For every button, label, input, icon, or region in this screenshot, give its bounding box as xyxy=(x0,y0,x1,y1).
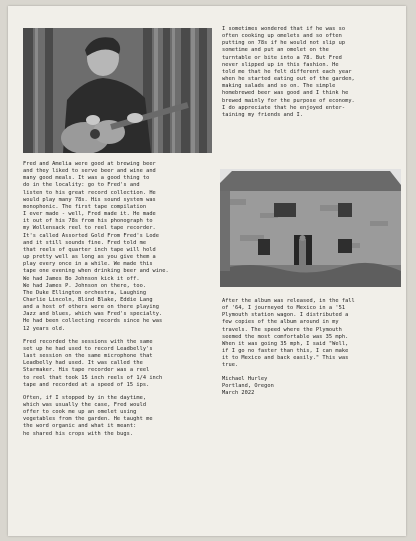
text-line: Fred and Amelia were good at brewing beer xyxy=(23,161,156,167)
text-line: never slipped up in this fashion. He xyxy=(222,61,339,68)
text-line: true. xyxy=(222,362,239,369)
text-line: Leadbelly had used. It was called the xyxy=(23,360,143,367)
text-line: if I go no faster than this, I can make xyxy=(222,348,349,355)
text-line: it out of his 78s from his phonograph to xyxy=(23,218,153,225)
signature-date: March 2022 xyxy=(222,389,255,396)
text-line: It's called Assorted Gold From Fred's Lode xyxy=(23,232,160,239)
text-line: homebrewed beer was good and I think he xyxy=(222,90,349,97)
photo-stone-house xyxy=(220,169,401,287)
text-line: Fred recorded the sessions with the same xyxy=(23,338,153,345)
text-line: listen to his great record collection. He xyxy=(23,189,156,196)
text-line: set up he had used to record Leadbelly's xyxy=(23,345,153,352)
paragraph-mexico-trip xyxy=(222,298,402,370)
text-line: We had James P. Johnson on there, too. xyxy=(23,282,147,289)
text-line: up pretty well as long as you give them a xyxy=(23,254,156,261)
text-line: Often, if I stopped by in the daytime, xyxy=(23,394,147,401)
text-line: taining my friends and I. xyxy=(222,111,303,118)
text-line: After the album was released, in the fall xyxy=(222,298,355,304)
text-line: seemed the most comfortable was 35 mph. xyxy=(222,333,349,340)
text-line: last session on the same microphone that xyxy=(23,353,153,360)
text-line: When it was going 35 mph, I said "Well, xyxy=(222,340,349,347)
text-line: told me that he felt different each year xyxy=(222,68,352,75)
signature-block xyxy=(222,376,402,397)
text-line: making salads and so on. The simple xyxy=(222,83,336,90)
liner-notes-page xyxy=(8,6,406,536)
text-line: He had been collecting records since he was xyxy=(23,318,163,325)
text-line: do in the locality: go to Fred's and xyxy=(23,182,140,189)
text-line: and they liked to serve beer and wine and xyxy=(23,168,156,175)
paragraph-recording-setup xyxy=(23,339,213,389)
text-line: when he started eating out of the garden, xyxy=(222,76,355,83)
text-line: travels. The speed where the Plymouth xyxy=(222,326,342,333)
text-line: would play many 78s. His sound system was xyxy=(23,196,156,203)
text-line: which was usually the case, Fred would xyxy=(23,402,147,408)
text-line: to reel that took 15 inch reels of 1/4 inch xyxy=(23,374,163,381)
left-column-text xyxy=(23,161,213,438)
text-line: tape and recorded at a speed of 15 ips. xyxy=(23,381,150,388)
paragraph-omelets-78s xyxy=(222,26,402,119)
right-column-bottom-text xyxy=(222,298,402,397)
text-line: sometime and put an omelet on the xyxy=(222,47,329,54)
text-line: I sometimes wondered that if he was so xyxy=(222,26,346,32)
text-line: Charlie Lincoln, Blind Blake, Eddie Lang xyxy=(23,296,153,303)
text-line: putting on 78s if he would not slip up xyxy=(222,40,346,47)
text-line: Plymouth station wagon. I distributed a xyxy=(222,312,349,319)
photo-man-with-guitar xyxy=(23,28,212,153)
text-line: vegetables from the garden. He taught me xyxy=(23,416,153,423)
text-line: he shared his crops with the bugs. xyxy=(23,430,134,437)
text-line: I do appreciate that he enjoyed enter- xyxy=(222,104,346,111)
right-column-top-text xyxy=(222,26,402,119)
text-line: that reels of quarter inch tape will hold xyxy=(23,246,156,253)
text-line: of '64, I journeyed to Mexico in a '51 xyxy=(222,305,346,312)
text-line: and it still sounds fine. Fred told me xyxy=(23,239,147,246)
text-line: brewed mainly for the purpose of economy. xyxy=(222,97,355,104)
text-line: it to Mexico and back easily." This was xyxy=(222,355,349,362)
text-line: turntable or bite into a 78. But Fred xyxy=(222,54,342,61)
text-line: few copies of the album around in my xyxy=(222,319,339,326)
text-line: tape one evening when drinking beer and wine. xyxy=(23,268,169,275)
paragraph-fred-and-amelia xyxy=(23,161,213,333)
signature-name: Michael Hurley xyxy=(222,375,268,382)
text-line: 12 years old. xyxy=(23,325,66,332)
text-line: Starmaker. His tape recorder was a reel xyxy=(23,367,150,374)
text-line: offer to cook me up an omelet using xyxy=(23,409,137,416)
text-line: The Duke Ellington orchestra, Laughing xyxy=(23,289,147,296)
text-line: monophonic. The first tape compilation xyxy=(23,203,147,210)
paragraph-omelet-garden xyxy=(23,395,213,438)
text-line: often cooking up omelets and so often xyxy=(222,33,342,40)
text-line: Jazz and blues, which was Fred's specialty. xyxy=(23,311,163,318)
text-line: my Wollensack reel to reel tape recorder. xyxy=(23,225,156,232)
signature-location: Portland, Oregon xyxy=(222,382,274,389)
text-line: We had James Bo Johnson kick it off. xyxy=(23,275,140,282)
text-line: many good meals. It was a good thing to xyxy=(23,175,150,182)
text-line: the word organic and what it meant: xyxy=(23,423,137,430)
text-line: play every once in a while. We made this xyxy=(23,261,153,268)
text-line: and a host of others were on there playing xyxy=(23,304,160,311)
text-line: I ever made - well, Fred made it. He made xyxy=(23,211,156,218)
